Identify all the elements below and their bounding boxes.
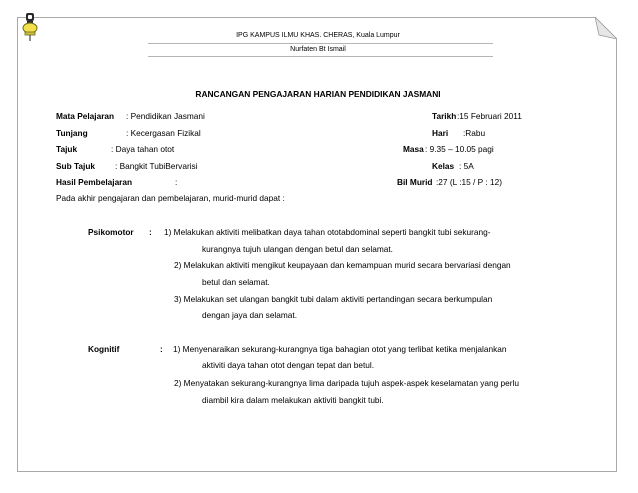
psikomotor-line: dengan jaya dan selamat.	[202, 310, 298, 320]
kognitif-line: 1) Menyenaraikan sekurang-kurangnya tiga bahagian otot yang terlibat ketika menjalankan	[173, 344, 507, 354]
value-tajuk: : Daya tahan otot	[111, 144, 175, 154]
label-tarikh: Tarikh	[432, 111, 457, 121]
value-masa: : 9.35 – 10.05 pagi	[425, 144, 494, 154]
label-hari: Hari	[432, 128, 449, 138]
kognitif-line: 2) Menyatakan sekurang-kurangnya lima daripada tujuh aspek-aspek keselamatan yang perlu	[174, 378, 519, 388]
kognitif-line: aktiviti daya tahan otot dengan tepat dan betul.	[202, 360, 375, 370]
page-title: RANCANGAN PENGAJARAN HARIAN PENDIDIKAN JASMANI	[195, 89, 441, 99]
label-tajuk: Tajuk	[56, 144, 78, 154]
document-page	[17, 17, 617, 472]
psikomotor-line: kurangnya tujuh ulangan dengan betul dan selamat.	[202, 244, 393, 254]
header-author: Nurfaten Bt Ismail	[290, 46, 346, 53]
label-masa: Masa	[403, 144, 424, 154]
header-divider	[148, 43, 493, 44]
label-mata-pelajaran: Mata Pelajaran	[56, 111, 115, 121]
psikomotor-line: 3) Melakukan set ulangan bangkit tubi dalam aktiviti pertandingan secara berkumpulan	[174, 294, 493, 304]
kognitif-label: Kognitif	[88, 344, 120, 354]
header-institution: IPG KAMPUS ILMU KHAS. CHERAS, Kuala Lumpur	[236, 32, 400, 39]
label-tunjang: Tunjang	[56, 128, 88, 138]
kognitif-colon: :	[160, 344, 163, 354]
push-pin-icon	[20, 12, 40, 42]
value-tunjang: : Kecergasan Fizikal	[126, 128, 201, 138]
value-mata-pelajaran: : Pendidikan Jasmani	[126, 111, 205, 121]
header-divider-2	[148, 56, 493, 57]
value-hari: :Rabu	[463, 128, 486, 138]
label-kelas: Kelas	[432, 161, 455, 171]
value-kelas: : 5A	[459, 161, 474, 171]
value-tarikh: :15 Februari 2011	[457, 111, 522, 121]
value-sub-tajuk: : Bangkit TubiBervarisi	[115, 161, 198, 171]
label-bil-murid: Bil Murid	[397, 177, 433, 187]
psikomotor-line: betul dan selamat.	[202, 277, 270, 287]
value-bil-murid: :27 (L :15 / P : 12)	[436, 177, 502, 187]
psikomotor-colon: :	[149, 227, 152, 237]
label-hasil-pembelajaran: Hasil Pembelajaran	[56, 177, 133, 187]
intro-text: Pada akhir pengajaran dan pembelajaran, murid-murid dapat :	[56, 193, 285, 203]
label-sub-tajuk: Sub Tajuk	[56, 161, 96, 171]
value-hasil-pembelajaran: :	[175, 177, 178, 187]
psikomotor-label: Psikomotor	[88, 227, 134, 237]
psikomotor-line: 2) Melakukan aktiviti mengikut keupayaan dan kemampuan murid secara bervariasi dengan	[174, 260, 511, 270]
psikomotor-line: 1) Melakukan aktiviti melibatkan daya tahan ototabdominal seperti bangkit tubi sekurang-	[164, 227, 491, 237]
kognitif-line: diambil kira dalam melakukan aktiviti bangkit tubi.	[202, 395, 384, 405]
